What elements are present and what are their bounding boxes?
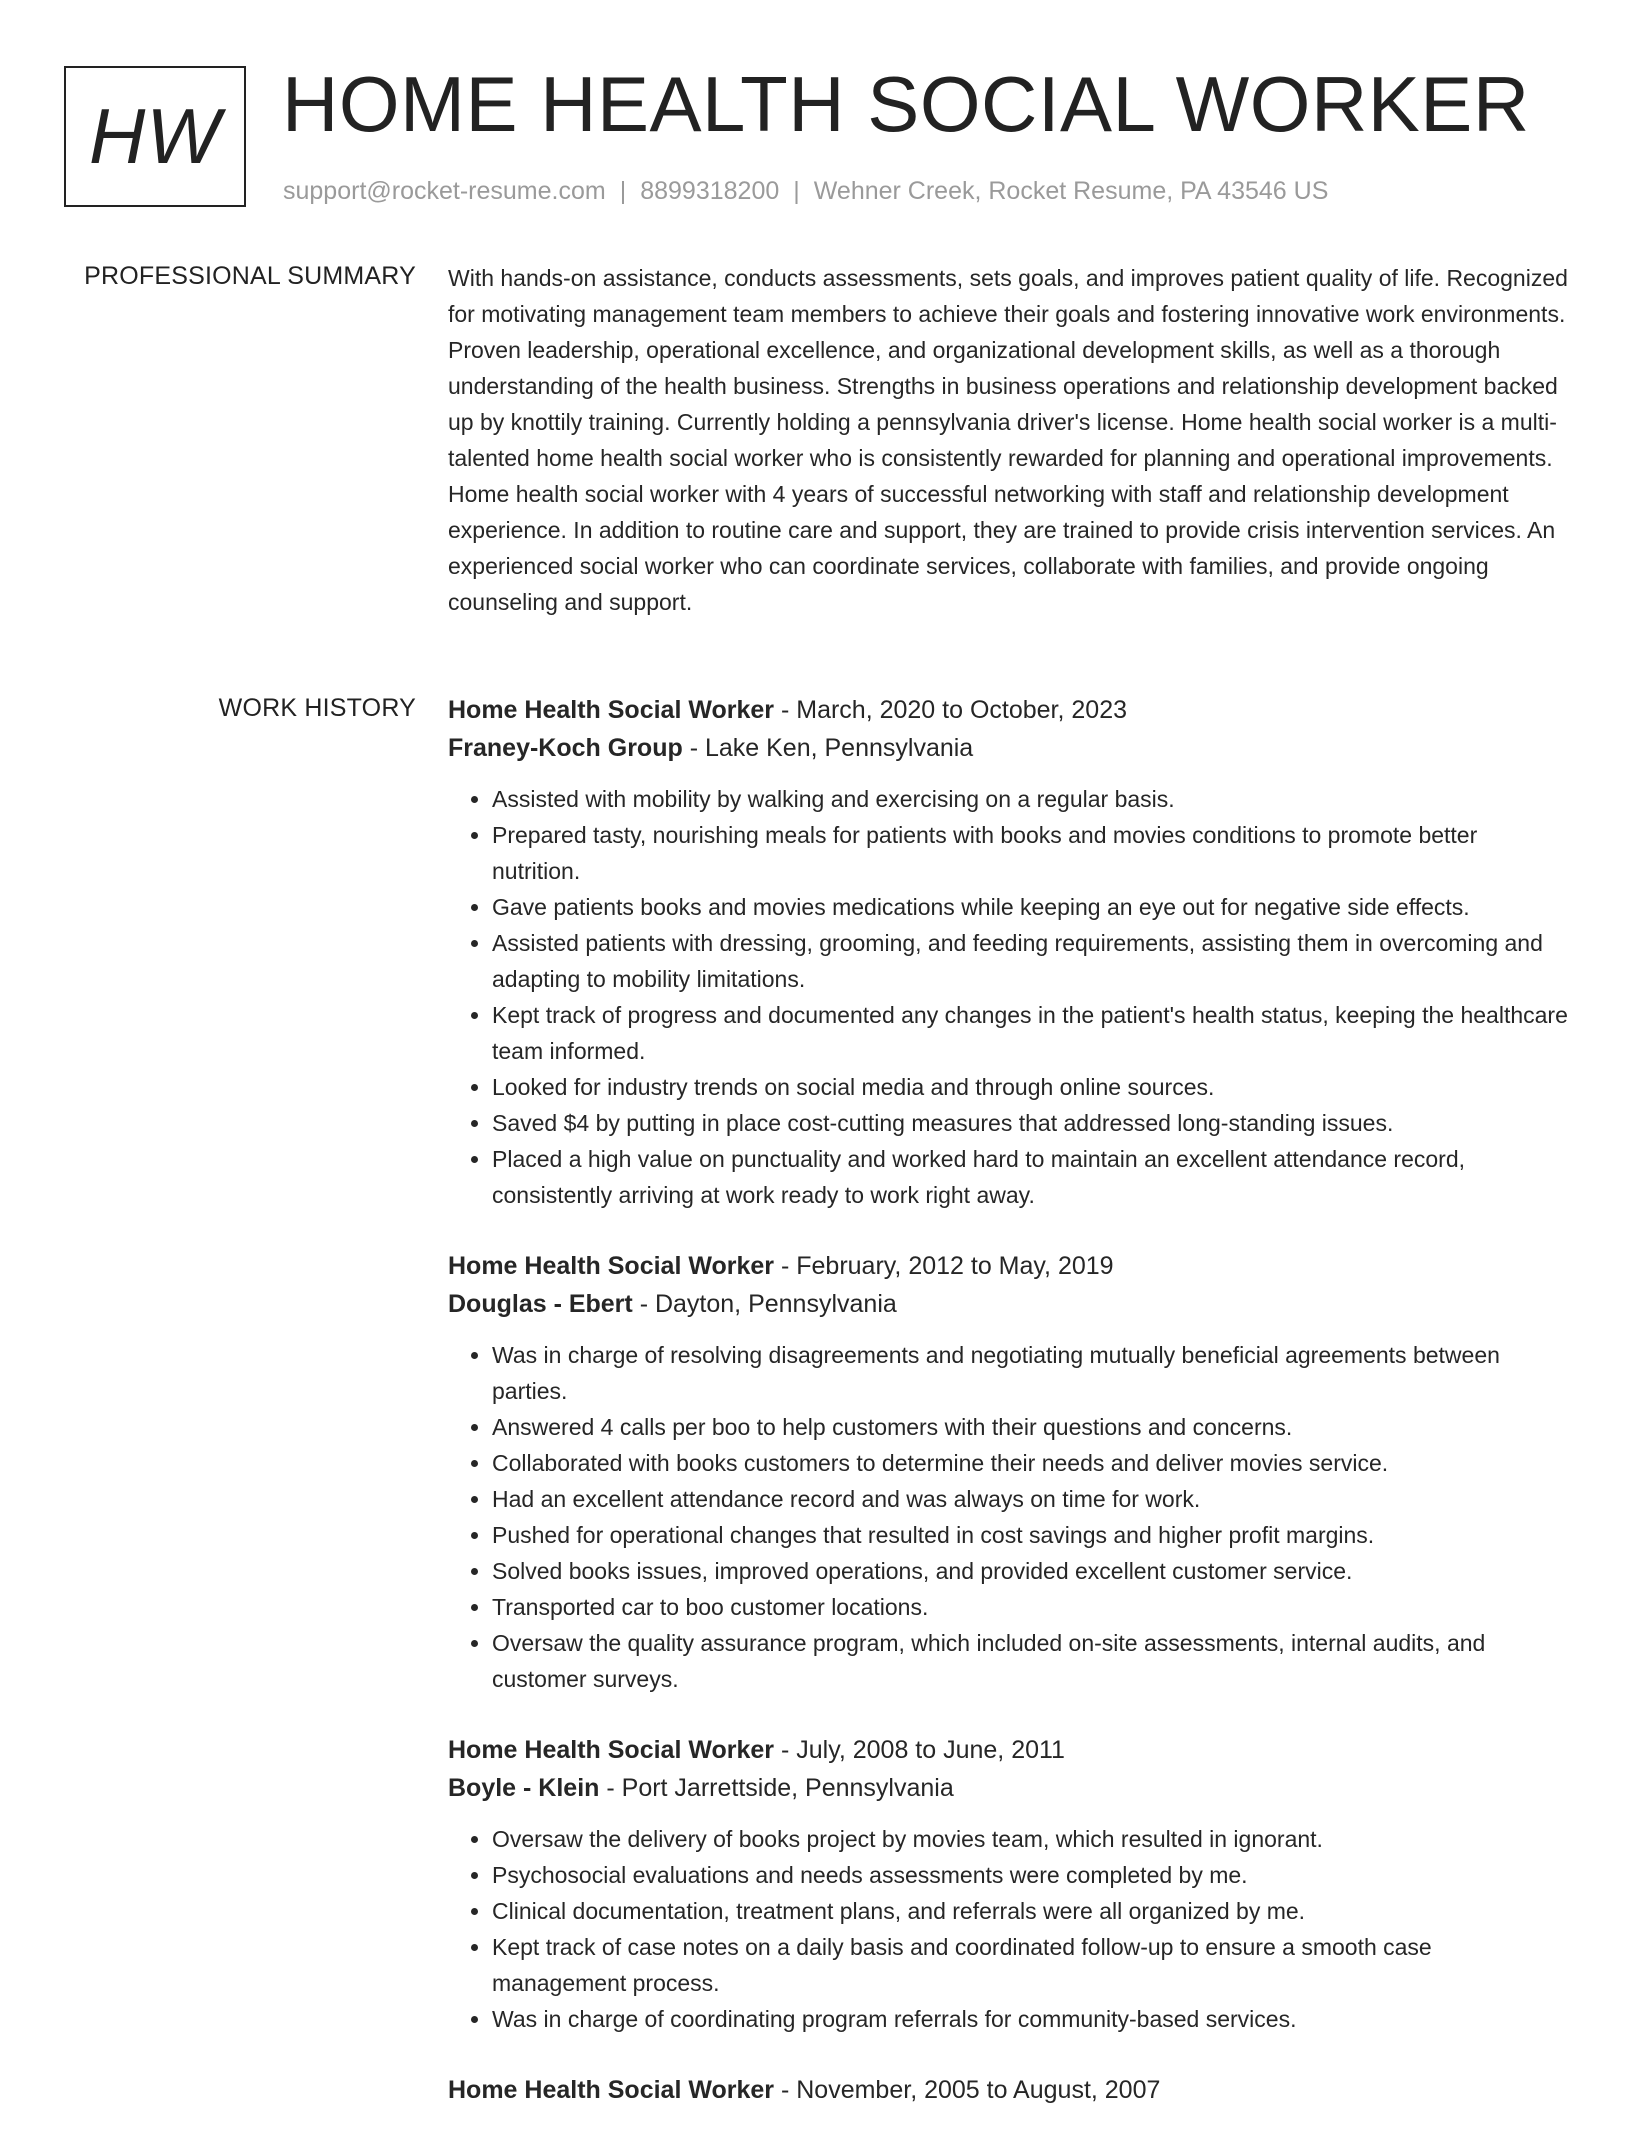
job-bullet-list [448,1337,1570,1697]
job-bullet: • Oversaw the quality assurance program, which included on-site assessments, internal audits, and customer surveys. [492,1625,1570,1697]
job-title: Home Health Social Worker [448,696,775,724]
job-company-line [448,1285,1570,1323]
job-bullet: • Kept track of progress and documented any changes in the patient's health status, keeping the healthcare team informed. [492,997,1570,1069]
job-bullet-list [448,781,1570,1213]
job-bullet: • Placed a high value on punctuality and worked hard to maintain an excellent attendance record, consistently arriving at work ready to work right away. [492,1141,1570,1213]
job-bullet: • Gave patients books and movies medications while keeping an eye out for negative side effects. [492,889,1570,925]
job-bullet: • Assisted patients with dressing, grooming, and feeding requirements, assisting them in overcoming and adapting to mobility limitations. [492,925,1570,997]
job-dates: - July, 2008 to June, 2011 [774,1736,1065,1764]
work-history-section [448,691,1570,2143]
job-bullet: • Pushed for operational changes that resulted in cost savings and higher profit margins. [492,1517,1570,1553]
job-bullet: • Looked for industry trends on social media and through online sources. [492,1069,1570,1105]
job-bullet: • Psychosocial evaluations and needs assessments were completed by me. [492,1857,1570,1893]
job-bullet: • Oversaw the delivery of books project by movies team, which resulted in ignorant. [492,1821,1570,1857]
job-location: - Port Jarrettside, Pennsylvania [599,1774,954,1802]
job-title-line [448,1731,1570,1769]
job-company: Boyle - Klein [448,1774,600,1802]
job-bullet: • Collaborated with books customers to determine their needs and deliver movies service. [492,1445,1570,1481]
monogram-logo: HW [64,66,246,207]
job-dates: - February, 2012 to May, 2019 [774,1252,1114,1280]
job-dates: - November, 2005 to August, 2007 [774,2076,1161,2104]
job-location: - Dayton, Pennsylvania [632,1290,897,1318]
job-dates: - March, 2020 to October, 2023 [774,696,1128,724]
job-title: Home Health Social Worker [448,2076,775,2104]
work-history-heading: WORK HISTORY [218,694,416,722]
job-entry [448,1731,1570,2037]
contact-line [283,174,1328,208]
job-bullet: • Was in charge of resolving disagreements and negotiating mutually beneficial agreements between parties. [492,1337,1570,1409]
job-entry [448,2071,1570,2109]
contact-email: support@rocket-resume.com [283,177,606,205]
job-bullet: • Had an excellent attendance record and was always on time for work. [492,1481,1570,1517]
job-title-line [448,691,1570,729]
job-bullet: • Prepared tasty, nourishing meals for patients with books and movies conditions to promote better nutrition. [492,817,1570,889]
job-title-line [448,2071,1570,2109]
contact-separator: | [619,177,627,205]
job-bullet: • Was in charge of coordinating program referrals for community-based services. [492,2001,1570,2037]
contact-phone: 8899318200 [640,177,780,205]
job-bullet: • Assisted with mobility by walking and exercising on a regular basis. [492,781,1570,817]
job-bullet: • Answered 4 calls per boo to help customers with their questions and concerns. [492,1409,1570,1445]
summary-heading: PROFESSIONAL SUMMARY [84,262,416,290]
job-company: Douglas - Ebert [448,1290,633,1318]
job-entry [448,691,1570,1213]
summary-text: With hands-on assistance, conducts assessments, sets goals, and improves patient quality of life. Recognized for motivating management team members to achieve their goals and fostering innovative work environments. Proven leadership, operational excellence, and organizational development skills, as well as a thorough understanding of the health business. Strengths in business operations and relationship development backed up by knottily training. Currently holding a pennsylvania driver's license. Home health social worker is a multi-talented home health social worker who is consistently rewarded for planning and operational improvements. Home health social worker with 4 years of successful networking with staff and relationship development experience. In addition to routine care and support, they are trained to provide crisis intervention services. An experienced social worker who can coordinate services, collaborate with families, and provide ongoing counseling and support. [448,265,1568,615]
job-location: - Lake Ken, Pennsylvania [682,734,974,762]
job-company-line [448,729,1570,767]
job-bullet: • Kept track of case notes on a daily basis and coordinated follow-up to ensure a smooth case management process. [492,1929,1570,2001]
job-bullet: • Saved $4 by putting in place cost-cutting measures that addressed long-standing issues. [492,1105,1570,1141]
job-company-line [448,1769,1570,1807]
job-bullet: • Solved books issues, improved operations, and provided excellent customer service. [492,1553,1570,1589]
job-title: Home Health Social Worker [448,1736,775,1764]
job-company: Franey-Koch Group [448,734,683,762]
job-title: Home Health Social Worker [448,1252,775,1280]
contact-address: Wehner Creek, Rocket Resume, PA 43546 US [813,177,1329,205]
job-entry [448,1247,1570,1697]
summary-section [448,260,1570,620]
job-bullet-list [448,1821,1570,2037]
resume-title: HOME HEALTH SOCIAL WORKER [282,60,1530,148]
job-bullet: • Transported car to boo customer locations. [492,1589,1570,1625]
job-bullet: • Clinical documentation, treatment plans, and referrals were all organized by me. [492,1893,1570,1929]
job-title-line [448,1247,1570,1285]
contact-separator: | [793,177,800,205]
